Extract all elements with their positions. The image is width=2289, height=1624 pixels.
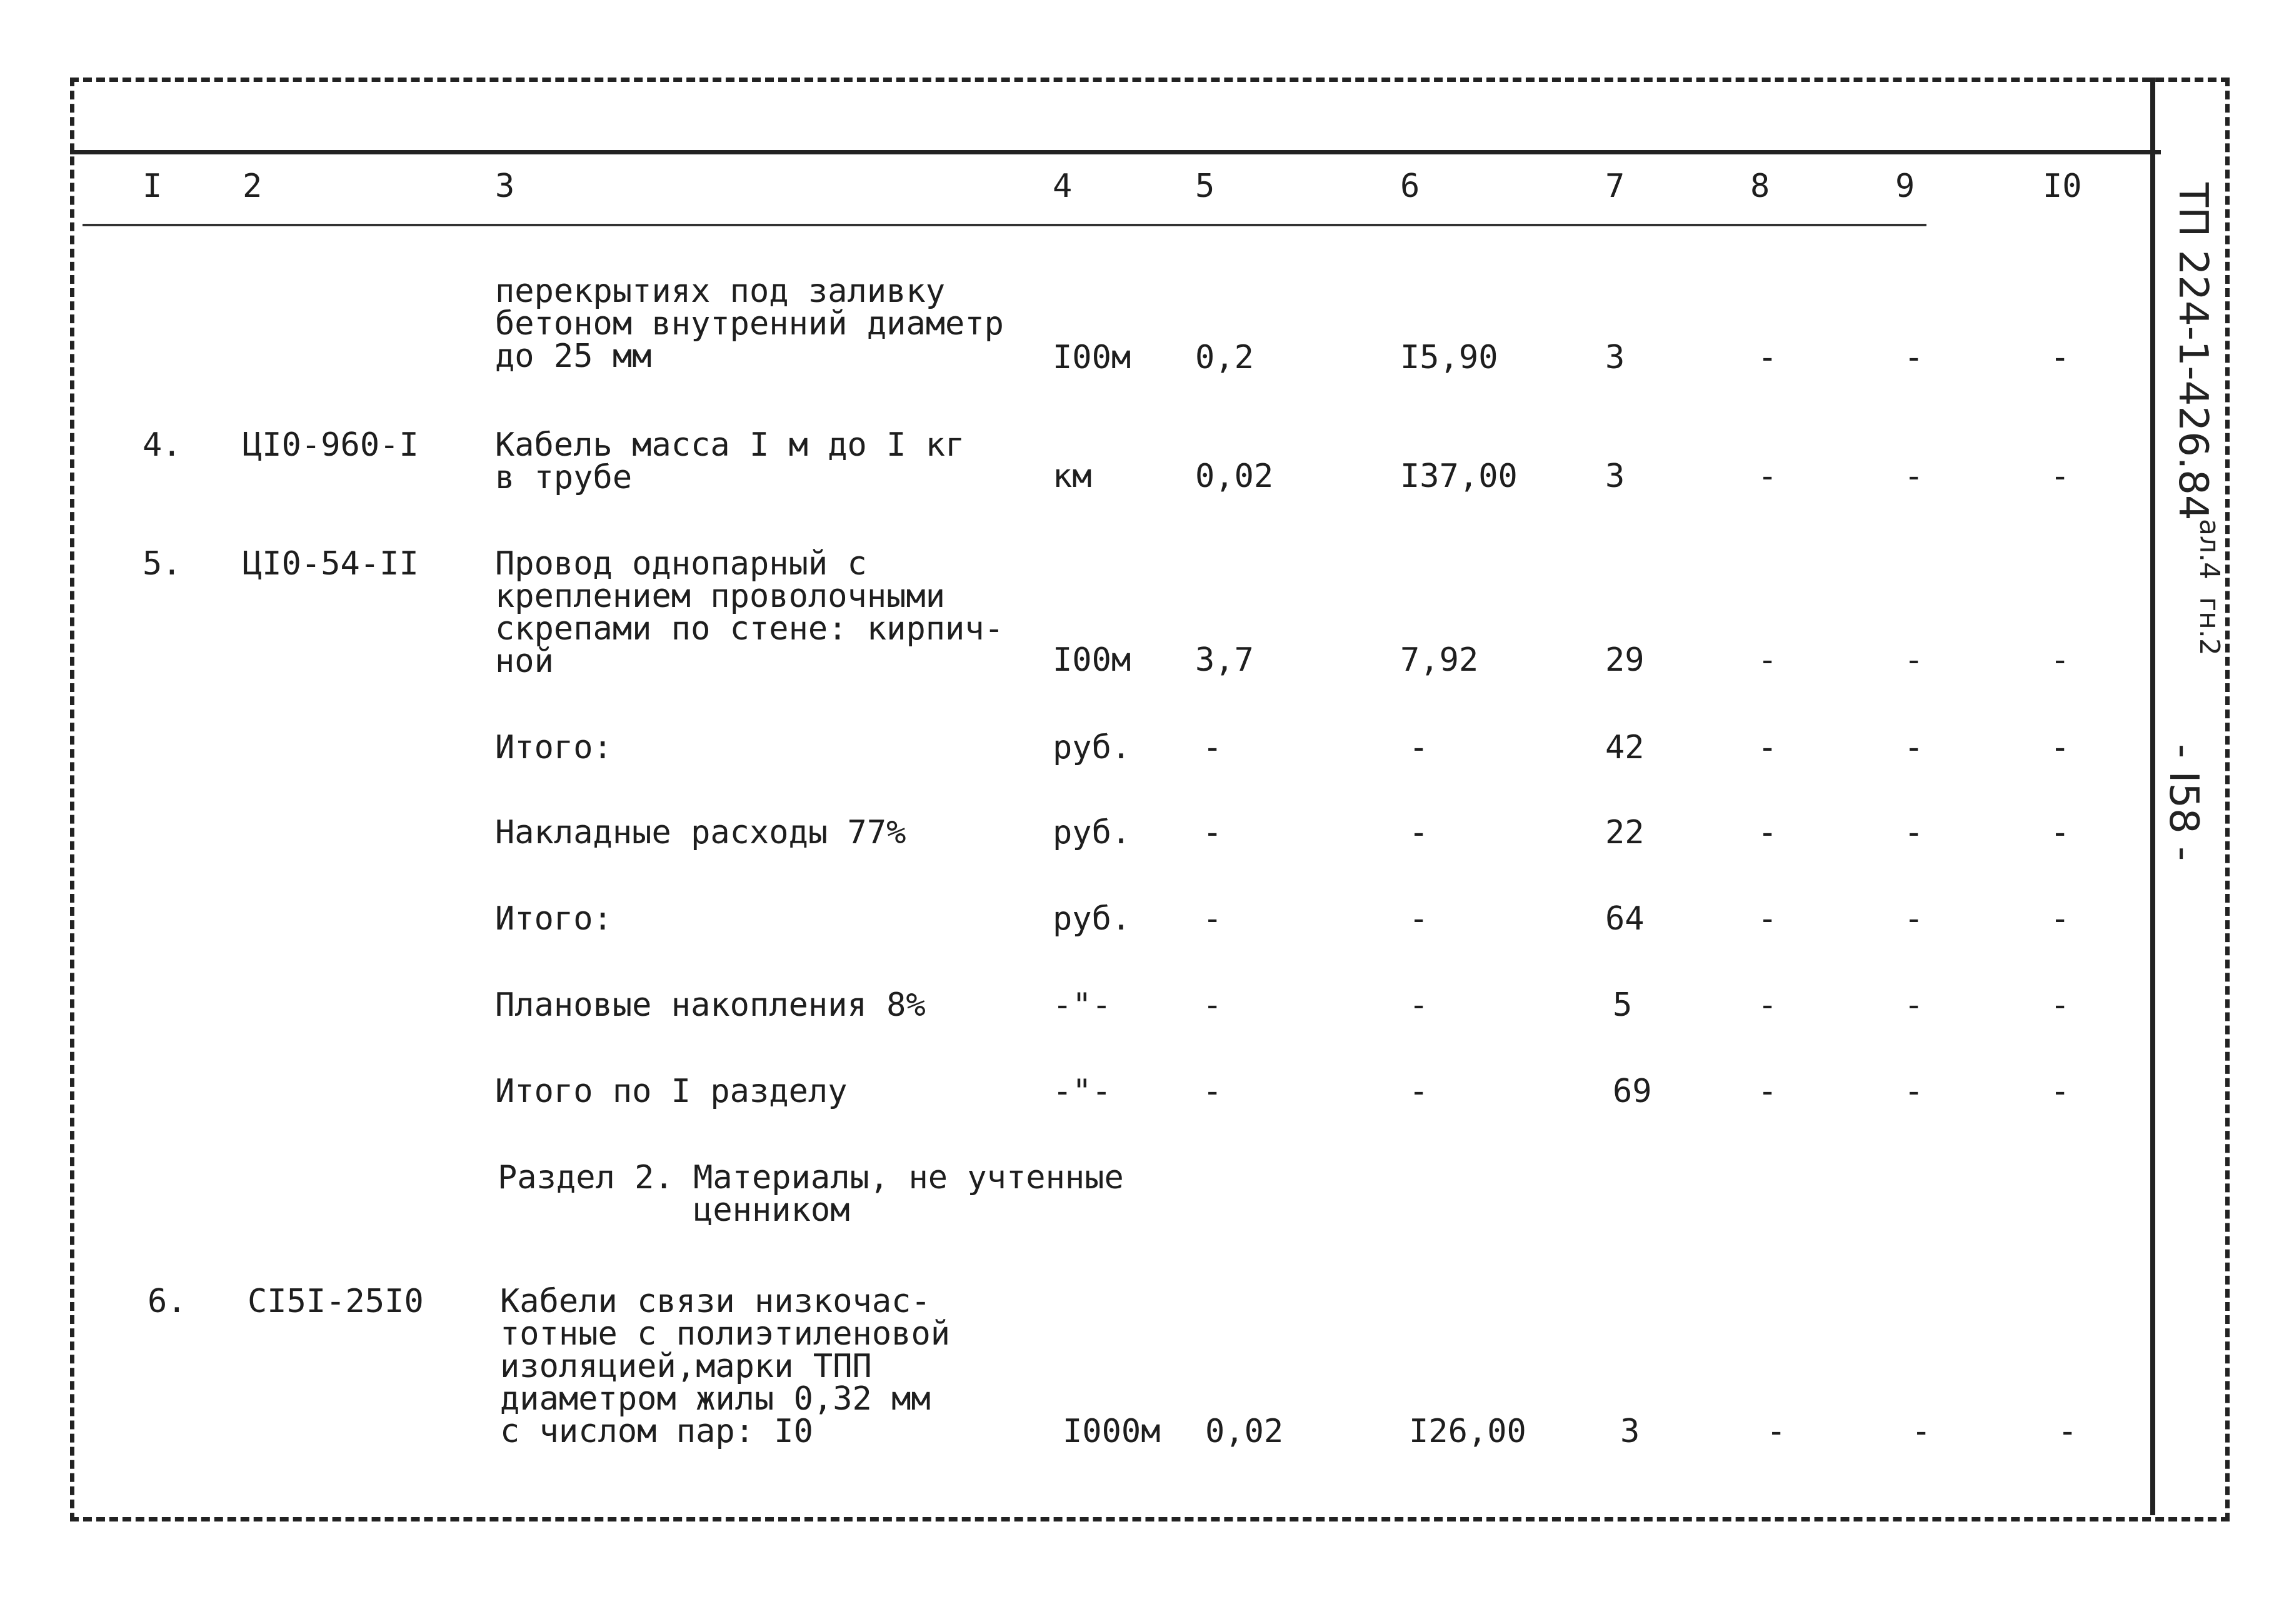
row-col8: -: [1758, 1073, 1778, 1110]
col-header-8: 8: [1750, 168, 1770, 205]
right-rule: [2150, 78, 2155, 1515]
row-price: -: [1409, 814, 1429, 851]
row-number: 5.: [143, 545, 182, 583]
row-price: I5,90: [1400, 339, 1498, 376]
row-col8: -: [1758, 900, 1778, 938]
row-description: Кабель масса I м до I кг в трубе: [495, 426, 965, 496]
row-qty: 0,02: [1195, 458, 1274, 495]
row-total: 3: [1620, 1413, 1640, 1450]
col-header-4: 4: [1053, 168, 1073, 205]
row-price: -: [1409, 900, 1429, 938]
row-unit: -"-: [1053, 986, 1111, 1024]
row-qty: 3,7: [1195, 641, 1254, 679]
row-col9: -: [1904, 339, 1924, 376]
row-col9: -: [1904, 641, 1924, 679]
row-col8: -: [1758, 339, 1778, 376]
row-col9: -: [1911, 1413, 1931, 1450]
row-col8: -: [1758, 814, 1778, 851]
row-total: 3: [1605, 458, 1625, 495]
row-unit: I00м: [1053, 641, 1131, 679]
row-description: Накладные расходы 77%: [495, 814, 906, 851]
album-note: ал.4 гн.2: [2193, 519, 2225, 656]
row-qty: -: [1203, 729, 1223, 766]
row-total: 42: [1605, 729, 1645, 766]
row-number: 4.: [143, 426, 182, 464]
row-col8: -: [1758, 641, 1778, 679]
row-total: 64: [1605, 900, 1645, 938]
row-price: -: [1409, 1073, 1429, 1110]
row-col9: -: [1904, 729, 1924, 766]
col-header-2: 2: [243, 168, 263, 205]
row-unit: руб.: [1053, 729, 1131, 766]
row-description: Итого по I разделу: [495, 1073, 848, 1110]
row-col10: -: [2050, 339, 2070, 376]
row-total: 3: [1605, 339, 1625, 376]
row-col8: -: [1758, 729, 1778, 766]
row-col9: -: [1904, 458, 1924, 495]
row-price: I37,00: [1400, 458, 1518, 495]
row-total: 29: [1605, 641, 1645, 679]
row-description: перекрытиях под заливку бетоном внутренний диаметр до 25 мм: [495, 273, 1004, 375]
row-qty: 0,2: [1195, 339, 1254, 376]
row-col10: -: [2050, 641, 2070, 679]
row-unit: -"-: [1053, 1073, 1111, 1110]
row-total: 5: [1613, 986, 1633, 1024]
row-col8: -: [1758, 986, 1778, 1024]
row-code: ЦI0-54-II: [243, 545, 419, 583]
row-unit: км: [1053, 458, 1092, 495]
col-header-7: 7: [1605, 168, 1625, 205]
row-code: ЦI0-960-I: [243, 426, 419, 464]
row-col10: -: [2050, 900, 2070, 938]
row-col8: -: [1758, 458, 1778, 495]
row-col10: -: [2050, 814, 2070, 851]
row-price: 7,92: [1400, 641, 1479, 679]
section-title: Раздел 2. Материалы, не учтенные ценником: [498, 1159, 1124, 1229]
row-description: Провод однопарный с креплением проволочными скрепами по стене: кирпич- ной: [495, 545, 1004, 680]
col-header-10: I0: [2043, 168, 2082, 205]
doc-code: ТП 224-1-426.84: [2170, 183, 2216, 521]
row-col10: -: [2058, 1413, 2078, 1450]
row-col10: -: [2050, 1073, 2070, 1110]
row-unit: руб.: [1053, 900, 1131, 938]
row-qty: -: [1203, 814, 1223, 851]
col-header-9: 9: [1895, 168, 1915, 205]
header-underline: [83, 224, 1926, 226]
row-col10: -: [2050, 729, 2070, 766]
row-price: -: [1409, 986, 1429, 1024]
page-number: - I58 -: [2160, 744, 2206, 861]
row-description: Плановые накопления 8%: [495, 986, 926, 1024]
col-header-5: 5: [1195, 168, 1215, 205]
col-header-1: I: [143, 168, 163, 205]
row-total: 69: [1613, 1073, 1652, 1110]
row-col9: -: [1904, 814, 1924, 851]
row-code: CI5I-25I0: [248, 1283, 424, 1320]
row-qty: -: [1203, 1073, 1223, 1110]
row-number: 6.: [148, 1283, 187, 1320]
row-unit: руб.: [1053, 814, 1131, 851]
top-rule: [70, 150, 2161, 154]
row-col9: -: [1904, 900, 1924, 938]
row-unit: I00м: [1053, 339, 1131, 376]
row-qty: 0,02: [1205, 1413, 1284, 1450]
row-qty: -: [1203, 900, 1223, 938]
row-price: -: [1409, 729, 1429, 766]
row-qty: -: [1203, 986, 1223, 1024]
row-description: Итого:: [495, 729, 613, 766]
row-col10: -: [2050, 458, 2070, 495]
row-col9: -: [1904, 1073, 1924, 1110]
row-total: 22: [1605, 814, 1645, 851]
row-unit: I000м: [1063, 1413, 1161, 1450]
col-header-6: 6: [1400, 168, 1420, 205]
row-col10: -: [2050, 986, 2070, 1024]
row-col8: -: [1766, 1413, 1786, 1450]
col-header-3: 3: [495, 168, 515, 205]
row-description: Кабели связи низкочас- тотные с полиэтиленовой изоляцией,марки ТПП диаметром жилы 0,32 мм с числом пар: I0: [500, 1283, 951, 1450]
row-price: I26,00: [1409, 1413, 1526, 1450]
row-col9: -: [1904, 986, 1924, 1024]
row-description: Итого:: [495, 900, 613, 938]
